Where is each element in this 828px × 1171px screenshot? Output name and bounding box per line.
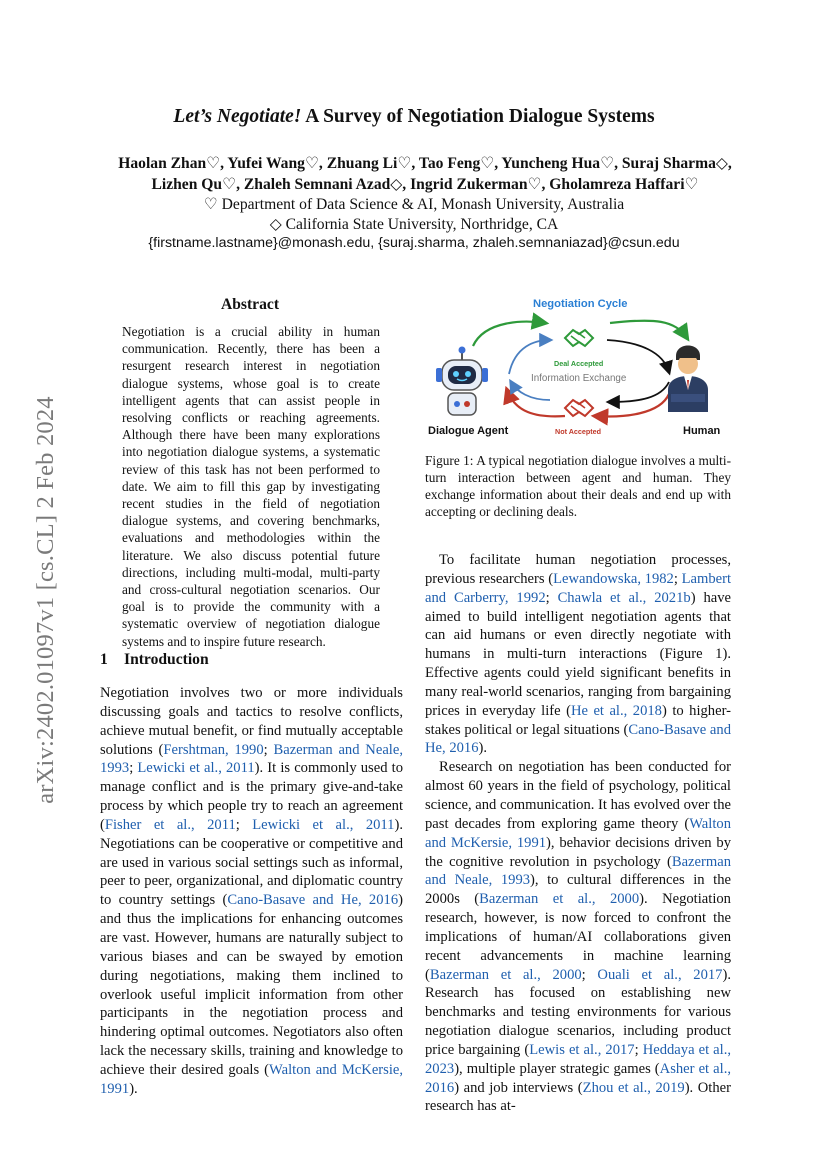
citation-link[interactable]: Bazerman et al., 2000 (429, 966, 582, 983)
text-run: ). (129, 1080, 138, 1097)
citation-link[interactable]: Ouali et al., 2017 (597, 966, 723, 983)
declined-arrow-left (507, 390, 565, 416)
citation-link[interactable]: Lewandowska, 1982 (553, 570, 674, 587)
deal-accepted-label: Deal Accepted (554, 359, 604, 368)
title-rest: A Survey of Negotiation Dialogue Systems (301, 106, 655, 127)
text-run: ; (263, 741, 274, 758)
text-run: ), multiple player strategic games ( (454, 1060, 660, 1077)
arxiv-identifier (26, 340, 66, 860)
citation-link[interactable]: He et al., 2018 (570, 702, 662, 719)
text-run: ). Negotiation research, however, is now forced to confront the implications of human/AI collaborations given recent advancements in machine learning ( (425, 891, 731, 983)
exchange-arrow-black-top (607, 340, 669, 372)
text-run: ). Negotiations can be cooperative or competitive and are used in various social settings such as informal, peer to peer, organizational, and diplomatic country to country settings ( (100, 816, 403, 909)
figure-negotiation-cycle (425, 290, 731, 440)
section-title: Introduction (124, 651, 209, 668)
text-run: ; (545, 589, 558, 606)
text-run: ) and thus the implications for enhancing outcomes are vast. However, humans are naturally subject to various biases and can be swayed by emotion during negotiations, making them inclined to overlook useful implicit information from other participants in the negotiation process and hindering optimal outcomes. Negotiators also often lack the necessary skills, training and knowledge to achieve their desired goals ( (100, 892, 403, 1078)
exchange-arrow-blue-top (509, 340, 550, 374)
citation-link[interactable]: Walton and McKersie, 1991 (425, 815, 731, 851)
abstract-text: Negotiation is a crucial ability in human communication. Recently, there has been a resurgent research interest in negotiation dialogue systems, whose goal is to create intelligent agents that can assist people in resolving conflicts or reaching agreements. Although there have been many explorations into negotiation dialogue systems, a systematic review of this task has not been performed to date. We aim to fill this gap by investigating recent studies in the field of negotiation dialogue systems, and covering benchmarks, evaluations and methodologies within the literature. We also discuss potential future directions, including multi-modal, multi-party and cross-cultural negotiation scenarios. Our goal is to provide the community with a systematic overview of negotiation dialogue systems and to inspire future research. (122, 324, 380, 649)
citation-link[interactable]: Cano-Basave and He, 2016 (227, 892, 399, 909)
human-icon (668, 346, 708, 413)
citation-link[interactable]: Lewis et al., 2017 (529, 1041, 635, 1058)
title-italic: Let’s Negotiate! (173, 106, 302, 127)
handshake-accepted-icon (565, 330, 593, 346)
figure-caption: Figure 1: A typical negotiation dialogue involves a multi-turn interaction between agent and human. They exchange information about their deals and end up with accepting or declining deals. (425, 453, 731, 519)
citation-link[interactable]: Bazerman et al., 2000 (479, 891, 640, 908)
text-run: To facilitate human negotiation processes, previous researchers ( (425, 552, 731, 587)
dialogue-agent-label: Dialogue Agent (428, 425, 509, 437)
intro-paragraph-left (100, 684, 403, 1099)
text-run: ). It is commonly used to manage conflict and is the primary give-and-take process by which people try to reach an agreement ( (100, 760, 403, 833)
citation-link[interactable]: Lambert and Carberry, 1992 (425, 570, 732, 606)
text-run: ) and job interviews ( (454, 1079, 583, 1096)
text-run: ; (129, 760, 138, 777)
text-run: ). Other research has at- (425, 1079, 731, 1115)
declined-arrow-right (595, 394, 669, 416)
citation-link[interactable]: Asher et al., 2016 (425, 1060, 731, 1096)
text-run: ; (634, 1041, 643, 1058)
text-run: ; (673, 570, 682, 587)
exchange-arrow-blue-bottom (511, 382, 550, 400)
information-exchange-label: Information Exchange (531, 373, 627, 384)
figure-title: Negotiation Cycle (533, 298, 628, 310)
citation-link[interactable]: Fershtman, 1990 (163, 741, 264, 758)
text-run: ). Research has focused on establishing new benchmarks and testing environments for various negotiation dialogue scenarios, including product price bargaining ( (425, 966, 731, 1058)
not-accepted-label: Not Accepted (555, 427, 602, 436)
exchange-arrow-black-bottom (609, 382, 669, 402)
text-run: ), behavior decisions driven by the cognitive revolution in psychology ( (425, 834, 731, 870)
accepted-arrow-right (610, 321, 687, 338)
text-run: ) have aimed to build intelligent negotiation agents that can aid humans or even directly negotiate with humans in multi-turn interactions (Figure 1). Effective agents could yield significant benefits in many real-world scenarios, ranging from bargaining prices in everyday life ( (425, 589, 732, 719)
robot-icon (436, 347, 488, 416)
text-run: Negotiation involves two or more individuals discussing goals and tactics to resolve conflicts, achieve mutual benefit, or find mutually acceptable solutions ( (100, 685, 403, 758)
citation-link[interactable]: Walton and McKersie, 1991 (100, 1061, 404, 1097)
section-heading-introduction (100, 651, 209, 669)
citation-link[interactable]: Bazerman and Neale, 1993 (425, 853, 731, 889)
authors-line-1: Haolan Zhan♡, Yufei Wang♡, Zhuang Li♡, Tao Feng♡, Yuncheng Hua♡, Suraj Sharma◇, (118, 155, 732, 172)
citation-link[interactable]: Lewicki et al., 2011 (137, 760, 255, 777)
text-run: ; (581, 966, 598, 983)
arxiv-id-text: arXiv:2402.01097v1 [cs.CL] 2 Feb 2024 (32, 396, 59, 804)
affiliation-csun: ◇ California State University, Northridge, CA (269, 216, 559, 233)
text-run: ) to higher-stakes political or legal situations ( (425, 702, 732, 738)
abstract-heading: Abstract (220, 296, 280, 313)
author-list (60, 153, 790, 195)
paragraph-research (425, 758, 731, 1116)
text-run: Research on negotiation has been conducted for almost 60 years in the field of psychology, political science, and communication. It has evolved over the past decades from exploring game theory ( (425, 759, 731, 832)
citation-link[interactable]: Cano-Basave and He, 2016 (425, 721, 731, 757)
citation-link[interactable]: Bazerman and Neale, 1993 (100, 741, 403, 777)
citation-link[interactable]: Heddaya et al., 2023 (425, 1041, 731, 1077)
citation-link[interactable]: Lewicki et al., 2011 (252, 816, 395, 833)
paper-title (0, 106, 828, 128)
intro-paragraph-right (425, 551, 731, 1116)
handshake-declined-icon (565, 400, 593, 416)
paragraph-facilitate (425, 551, 731, 758)
citation-link[interactable]: Fisher et al., 2011 (104, 816, 236, 833)
text-run: ; (235, 816, 253, 833)
affiliation-monash: ♡ Department of Data Science & AI, Monash University, Australia (203, 196, 625, 213)
text-run: ). (478, 740, 488, 757)
text-run: ), to cultural differences in the 2000s ( (425, 872, 731, 908)
authors-line-2: Lizhen Qu♡, Zhaleh Semnani Azad◇, Ingrid Zukerman♡, Gholamreza Haffari♡ (151, 176, 699, 193)
citation-link[interactable]: Zhou et al., 2019 (582, 1079, 685, 1096)
human-label: Human (683, 425, 721, 437)
section-number: 1 (100, 651, 108, 668)
citation-link[interactable]: Chawla et al., 2021b (557, 589, 691, 606)
author-emails: {firstname.lastname}@monash.edu, {suraj.sharma, zhaleh.semnaniazad}@csun.edu (148, 235, 680, 251)
